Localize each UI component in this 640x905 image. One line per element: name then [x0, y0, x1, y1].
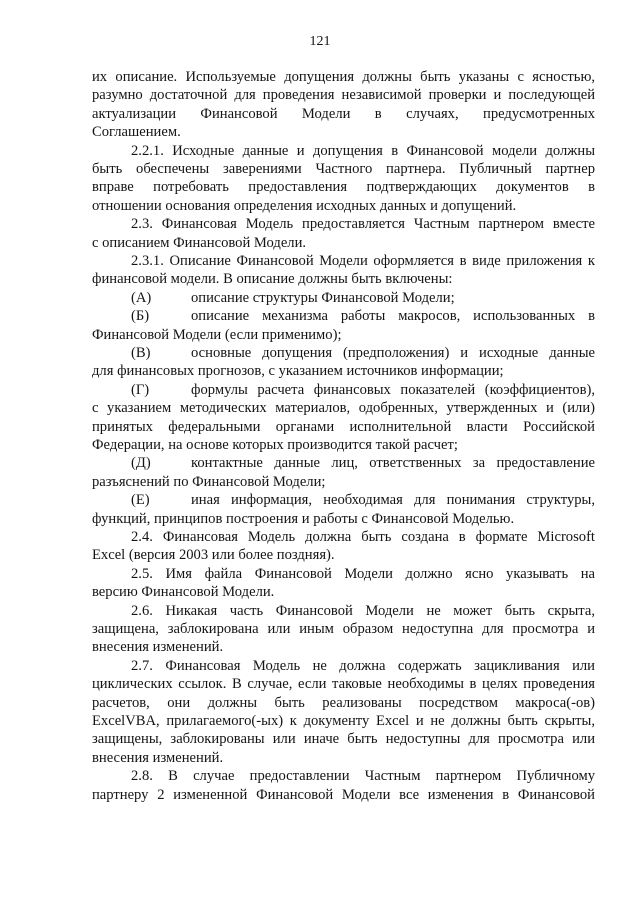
text-line: партнеру 2 измененной Финансовой Модели все изменения в Финансовой — [92, 786, 595, 803]
text-line: актуализации Финансовой Модели в случаях, предусмотренных — [92, 105, 595, 122]
text-line: для финансовых прогнозов, с указанием источников информации; — [92, 363, 504, 380]
text-line: защищена, заблокирована или иным образом недоступна для просмотра и — [92, 621, 595, 637]
list-item-label: (Д) — [131, 455, 151, 472]
list-item-text: иная информация, необходимая для понимания структуры, — [191, 492, 595, 509]
list-item-label: (Б) — [131, 308, 150, 325]
paragraph-first-line: 2.7. Финансовая Модель не должна содержать зацикливания или — [131, 657, 595, 674]
paragraph-first-line: 2.5. Имя файла Финансовой Модели должно ясно указывать на — [131, 565, 595, 582]
text-line: циклических ссылок. В случае, если таковые необходимы в целях проведения — [92, 676, 595, 693]
text-line: их описание. Используемые допущения должны быть указаны с ясностью, — [92, 69, 595, 85]
list-item-label: (Г) — [131, 381, 150, 398]
list-item-text: формулы расчета финансовых показателей (коэффициентов), — [191, 381, 595, 398]
text-line: ExcelVBA, прилагаемого(-ых) к документу Excel и не должны быть скрыты, — [92, 713, 595, 729]
list-item-text: описание структуры Финансовой Модели; — [191, 289, 455, 306]
list-item-label: (Е) — [131, 492, 150, 509]
text-line: разумно достаточной для проведения независимой проверки и последующей — [92, 87, 595, 104]
list-item-text: контактные данные лиц, ответственных за предоставление — [191, 455, 595, 472]
text-line: внесения изменений. — [92, 639, 224, 656]
text-line: с описанием Финансовой Модели. — [92, 234, 307, 251]
text-line: Соглашением. — [92, 124, 181, 141]
text-line: Excel (версия 2003 или более поздняя). — [92, 547, 335, 564]
text-line: расчетов, они должны быть реализованы посредством макроса(-ов) — [92, 694, 595, 711]
paragraph-first-line: 2.2.1. Исходные данные и допущения в Финансовой модели должны — [131, 142, 595, 159]
list-item-label: (В) — [131, 345, 151, 361]
text-line: финансовой модели. В описание должны быть включены: — [92, 271, 453, 288]
paragraph-first-line: 2.3. Финансовая Модель предоставляется Частным партнером вместе — [131, 216, 595, 233]
text-line: отношении основания определения исходных данных и допущений. — [92, 197, 517, 214]
text-line: версию Финансовой Модели. — [92, 584, 275, 601]
list-item-text: основные допущения (предположения) и исходные данные — [191, 345, 595, 361]
paragraph-first-line: 2.3.1. Описание Финансовой Модели оформляется в виде приложения к — [131, 253, 595, 269]
list-item-label: (А) — [131, 289, 152, 306]
text-line: быть обеспечены заверениями Частного партнера. Публичный партнер — [92, 161, 595, 177]
text-line: вправе потребовать предоставления подтверждающих документов в — [92, 179, 595, 196]
text-line: принятых федеральными органами исполнительной власти Российской — [92, 418, 595, 435]
text-line: разъяснений по Финансовой Модели; — [92, 473, 326, 490]
text-line: защищены, заблокированы или иначе быть недоступны для просмотра или — [92, 731, 595, 748]
text-line: Финансовой Модели (если применимо); — [92, 326, 342, 343]
text-line: с указанием методических материалов, одобренных, утвержденных и (или) — [92, 400, 595, 417]
paragraph-first-line: 2.8. В случае предоставлении Частным партнером Публичному — [131, 768, 595, 785]
text-line: внесения изменений. — [92, 749, 224, 766]
text-line: Федерации, на основе которых производится такой расчет; — [92, 437, 458, 453]
list-item-text: описание механизма работы макросов, использованных в — [191, 308, 595, 325]
page-number: 121 — [309, 34, 331, 49]
text-line: функций, принципов построения и работы с Финансовой Моделью. — [92, 510, 515, 527]
paragraph-first-line: 2.4. Финансовая Модель должна быть создана в формате Microsoft — [131, 529, 595, 545]
paragraph-first-line: 2.6. Никакая часть Финансовой Модели не может быть скрыта, — [131, 602, 595, 619]
